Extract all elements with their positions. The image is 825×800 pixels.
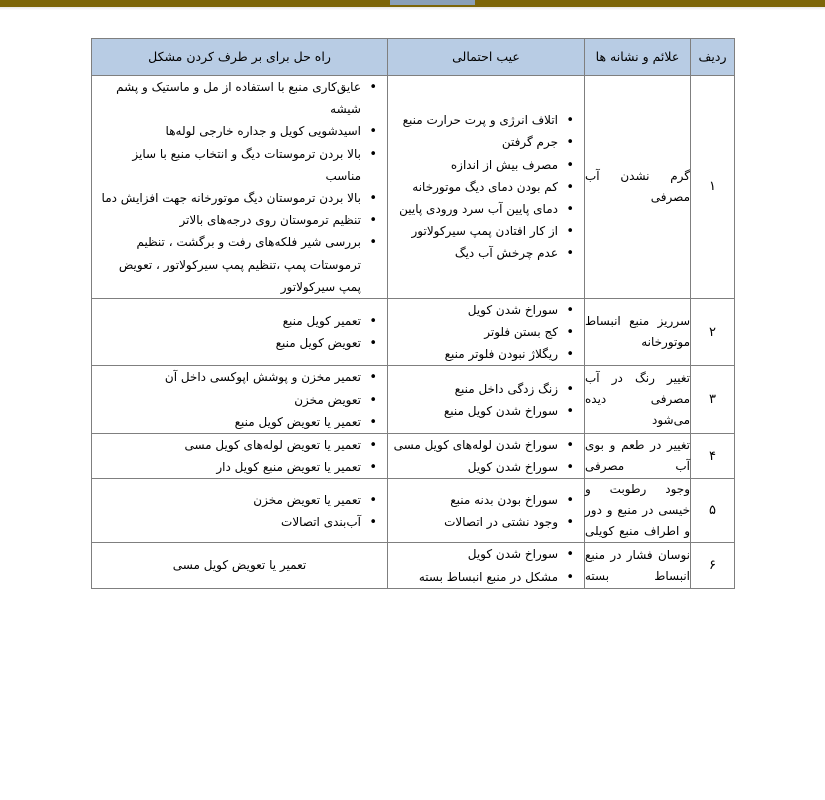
list-item: • تنظیم ترموستان روی درجه‌های بالاتر: [94, 209, 361, 231]
list-item: • بالا بردن ترموستات دیگ و انتخاب منبع با سایز مناسب: [94, 143, 361, 187]
top-bar-accent-segment: [390, 0, 475, 5]
solution-cell: [92, 76, 388, 299]
row-number: ۶: [691, 543, 735, 588]
list-item: • عایق‌کاری منبع با استفاده از مل و ماستیک و پشم شیشه: [94, 76, 361, 120]
list-item: • وجود نشتی در اتصالات: [390, 511, 558, 533]
solution-list: [92, 434, 387, 478]
symptom-cell: سرریز منبع انبساط موتورخانه: [585, 298, 691, 366]
fault-list: [388, 299, 584, 366]
list-item: • مصرف بیش از اندازه: [390, 154, 558, 176]
solution-cell: [92, 479, 388, 543]
fault-cell: [388, 434, 585, 479]
table-body: [92, 76, 735, 589]
list-item: • تعمیر مخزن و پوشش اپوکسی داخل آن: [94, 366, 361, 388]
fault-cell: [388, 76, 585, 299]
table-row: [92, 366, 735, 434]
fault-cell: [388, 543, 585, 588]
column-header-symptoms: علائم و نشانه ها: [585, 39, 691, 76]
solution-list: [92, 76, 387, 298]
row-number: ۳: [691, 366, 735, 434]
list-item: • سوراخ شدن کویل منبع: [390, 400, 558, 422]
list-item: • سوراخ شدن کویل: [390, 299, 558, 321]
solution-text: تعمیر یا تعویض کویل مسی: [172, 558, 307, 573]
list-item: • عدم چرخش آب دیگ: [390, 242, 558, 264]
row-number: ۱: [691, 76, 735, 299]
troubleshooting-table-container: [92, 38, 735, 589]
solution-cell: [92, 298, 388, 366]
list-item: • ریگلاژ نبودن فلوتر منبع: [390, 343, 558, 365]
column-header-fault: عیب احتمالی: [388, 39, 585, 76]
list-item: • تعمیر یا تعویض منبع کویل دار: [94, 456, 361, 478]
symptom-cell: تغییر رنگ در آب مصرفی دیده می‌شود: [585, 366, 691, 434]
fault-list: [388, 543, 584, 587]
list-item: • سوراخ شدن لوله‌های کویل مسی: [390, 434, 558, 456]
list-item: • زنگ زدگی داخل منبع: [390, 378, 558, 400]
solution-cell: [92, 543, 388, 588]
symptom-cell: نوسان فشار در منبع انبساط بسته: [585, 543, 691, 588]
table-header: [92, 39, 735, 76]
row-number: ۵: [691, 479, 735, 543]
list-item: • دمای پایین آب سرد ورودی پایین: [390, 198, 558, 220]
list-item: • مشکل در منبع انبساط بسته: [390, 566, 558, 588]
column-header-solution: راه حل برای بر طرف کردن مشکل: [92, 39, 388, 76]
fault-cell: [388, 298, 585, 366]
row-number: ۴: [691, 434, 735, 479]
solution-list: [92, 489, 387, 533]
fault-cell: [388, 366, 585, 434]
list-item: • تعمیر کویل منبع: [94, 310, 361, 332]
symptom-cell: وجود رطوبت و خیسی در منبع و دور و اطراف منبع کویلی: [585, 479, 691, 543]
fault-cell: [388, 479, 585, 543]
solution-cell: [92, 434, 388, 479]
list-item: • کج بستن فلوتر: [390, 321, 558, 343]
list-item: • از کار افتادن پمپ سیرکولاتور: [390, 220, 558, 242]
list-item: • تعمیر یا تعویض لوله‌های کویل مسی: [94, 434, 361, 456]
table-row: [92, 543, 735, 588]
list-item: • اتلاف انرژی و پرت حرارت منبع: [390, 109, 558, 131]
list-item: • جرم گرفتن: [390, 131, 558, 153]
top-bar-shadow: [0, 7, 825, 10]
row-number: ۲: [691, 298, 735, 366]
table-row: [92, 76, 735, 299]
table-row: [92, 434, 735, 479]
list-item: • بالا بردن ترموستان دیگ موتورخانه جهت افزایش دما: [94, 187, 361, 209]
solution-list: [92, 310, 387, 354]
list-item: • تعویض کویل منبع: [94, 332, 361, 354]
list-item: • سوراخ شدن کویل: [390, 456, 558, 478]
list-item: • اسیدشویی کویل و جداره خارجی لوله‌ها: [94, 120, 361, 142]
solution-list: [92, 366, 387, 433]
list-item: • سوراخ شدن کویل: [390, 543, 558, 565]
top-decorative-bar: [0, 0, 825, 7]
symptom-cell: تغییر در طعم و بوی آب مصرفی: [585, 434, 691, 479]
table-row: [92, 479, 735, 543]
fault-list: [388, 489, 584, 533]
list-item: • تعویض مخزن: [94, 389, 361, 411]
table-row: [92, 298, 735, 366]
table-header-row: [92, 39, 735, 76]
symptom-cell: گرم نشدن آب مصرفی: [585, 76, 691, 299]
fault-list: [388, 434, 584, 478]
list-item: • تعمیر یا تعویض مخزن: [94, 489, 361, 511]
fault-list: [388, 109, 584, 264]
solution-cell: [92, 366, 388, 434]
column-header-radif: ردیف: [691, 39, 735, 76]
list-item: • تعمیر یا تعویض کویل منبع: [94, 411, 361, 433]
list-item: • بررسی شیر فلکه‌های رفت و برگشت ، تنظیم ترموستات پمپ ،تنظیم پمپ سیرکولاتور ، تعویض پمپ سیرکولاتور: [94, 231, 361, 298]
list-item: • آب‌بندی اتصالات: [94, 511, 361, 533]
troubleshooting-table: [91, 38, 735, 589]
list-item: • کم بودن دمای دیگ موتورخانه: [390, 176, 558, 198]
list-item: • سوراخ بودن بدنه منبع: [390, 489, 558, 511]
fault-list: [388, 378, 584, 422]
